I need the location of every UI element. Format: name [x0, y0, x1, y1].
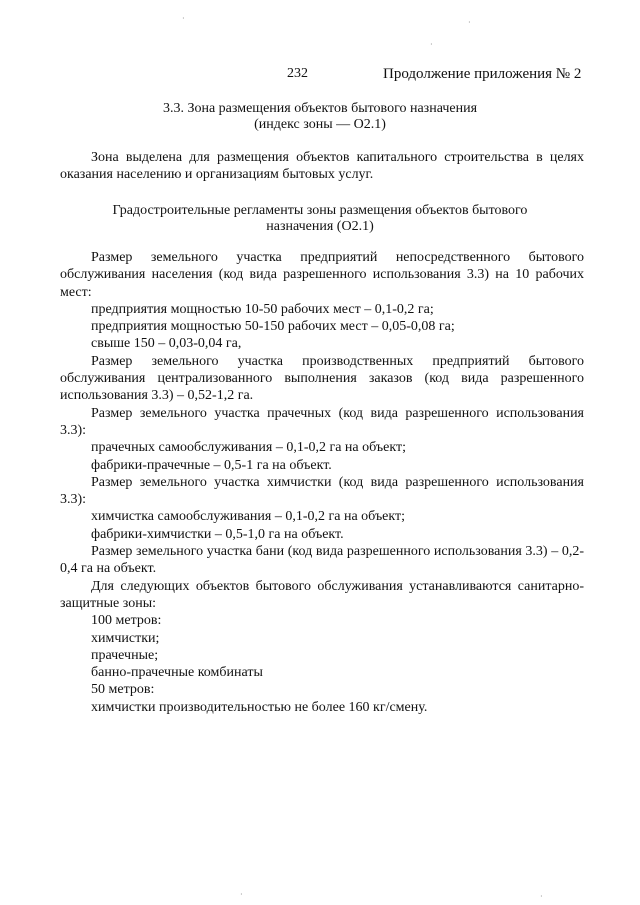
- list-item: свыше 150 – 0,03-0,04 га,: [91, 336, 242, 352]
- intro-paragraph-block: [60, 149, 584, 183]
- appendix-continuation: Продолжение приложения № 2: [383, 66, 582, 82]
- list-item: прачечные;: [91, 647, 159, 663]
- list-item: химчистки производительностью не более 160 кг/смену.: [91, 699, 428, 715]
- regulations-title: [60, 203, 580, 235]
- scan-speck: ·: [468, 18, 471, 27]
- scan-speck: ·: [430, 40, 433, 49]
- paragraph: Размер земельного участка бани (код вида разрешенного использования 3.3) – 0,2-0,4 га на объект.: [60, 544, 584, 577]
- list-item: 100 метров:: [91, 613, 162, 629]
- paragraph: Размер земельного участка химчистки (код вида разрешенного использования 3.3):: [60, 474, 584, 508]
- list-item: фабрики-прачечные – 0,5-1 га на объект.: [91, 457, 332, 473]
- list-item: 50 метров:: [91, 682, 155, 698]
- list-item: фабрики-химчистки – 0,5-1,0 га на объект.: [91, 526, 344, 542]
- regulations-title-line2: назначения (О2.1): [266, 219, 374, 234]
- scan-speck: ·: [540, 892, 543, 901]
- intro-paragraph: Зона выделена для размещения объектов капитального строительства в целях оказания населению и организациям бытовых услуг.: [60, 150, 584, 182]
- list-item: банно-прачечные комбинаты: [91, 665, 263, 681]
- section-title-line1: 3.3. Зона размещения объектов бытового назначения: [162, 101, 478, 116]
- list-item: предприятия мощностью 50-150 рабочих мест – 0,05-0,08 га;: [91, 319, 455, 335]
- list-item: химчистка самообслуживания – 0,1-0,2 га на объект;: [91, 509, 406, 525]
- regulations-title-line1: Градостроительные регламенты зоны размещения объектов бытового: [112, 203, 528, 218]
- paragraph: Размер земельного участка прачечных (код вида разрешенного использования 3.3):: [60, 405, 584, 438]
- list-item: прачечных самообслуживания – 0,1-0,2 га на объект;: [91, 440, 406, 456]
- paragraph: Размер земельного участка производственных предприятий бытового обслуживания централизованного выполнения заказов (код вида разрешенного использования 3.3) – 0,52-1,2 га.: [60, 353, 584, 404]
- list-item: химчистки;: [91, 630, 160, 646]
- section-title: [60, 101, 580, 133]
- scan-speck: ·: [182, 14, 185, 23]
- section-title-line2: (индекс зоны — О2.1): [254, 117, 386, 132]
- page-number: 232: [287, 66, 308, 81]
- paragraph: Для следующих объектов бытового обслуживания устанавливаются санитарно-защитные зоны:: [60, 578, 584, 611]
- list-item: предприятия мощностью 10-50 рабочих мест – 0,1-0,2 га;: [91, 301, 434, 317]
- paragraph: Размер земельного участка предприятий непосредственного бытового обслуживания населения (код вида разрешенного использования 3.3) на 10 рабочих мест:: [60, 250, 584, 300]
- regulations-body: [60, 249, 584, 716]
- scan-speck: ·: [240, 890, 243, 899]
